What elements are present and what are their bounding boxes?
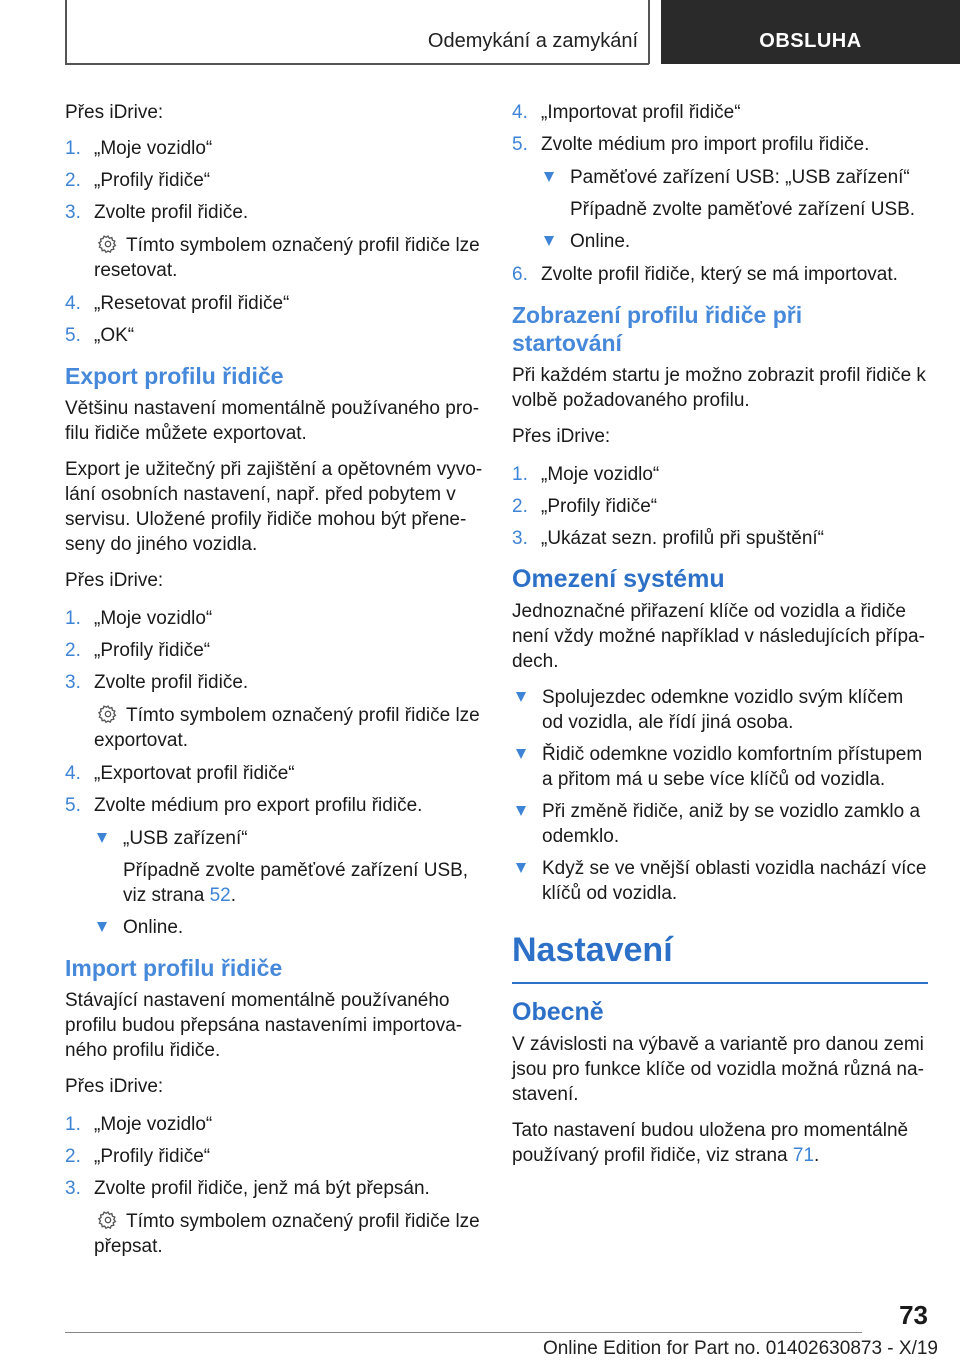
list-item [65, 761, 483, 786]
step-text: „Ukázat sezn. profilů při spuštění“ [541, 528, 825, 549]
general-heading: Obecně [512, 998, 604, 1026]
limits-heading: Omezení systému [512, 565, 725, 593]
step-text: „Profily řidiče“ [541, 496, 658, 517]
header-rule-left [65, 0, 67, 64]
page-link-71[interactable]: 71 [792, 1145, 815, 1166]
gear-icon [98, 704, 118, 724]
left-column [65, 100, 483, 1267]
list-item [65, 1112, 483, 1137]
triangle-down-icon [516, 806, 526, 816]
triangle-down-icon [97, 922, 107, 932]
step-text: „OK“ [94, 325, 135, 346]
footer-rule [65, 1332, 862, 1333]
bullet-text: Když se ve vnější oblasti vozidla nachází více klíčů od vozidla. [542, 858, 927, 904]
limits-paragraph-1: Jednoznačné přiřazení klíče od vozidla a řidiče není vždy možné například v následujících případech. [512, 601, 925, 672]
step-number: 3. [65, 1178, 81, 1199]
option-text: Online. [570, 231, 631, 252]
list-item [65, 638, 483, 663]
list-item [512, 526, 928, 551]
option-text: Paměťové zařízení USB: „USB zařízení“ [570, 167, 910, 188]
general-paragraph-2-text: Tato nastavení budou uložena pro momentálně používaný profil řidiče, viz strana [512, 1120, 909, 1166]
bullet-text: Spolujezdec odemkne vozidlo svým klíčem od vozidla, ale řídí jiná osoba. [542, 687, 904, 733]
option-note-text: Případně zvolte paměťové zařízení USB, viz strana [123, 860, 469, 906]
import-heading: Import profilu řidiče [65, 955, 283, 981]
step-text: Zvolte médium pro export profilu řidiče. [94, 795, 423, 816]
footer-edition: Online Edition for Part no. 01402630873 - X/19 [542, 1338, 938, 1359]
list-item [93, 915, 483, 940]
step-number: 2. [65, 170, 81, 191]
export-heading: Export profilu řidiče [65, 363, 284, 389]
step-number: 2. [65, 640, 81, 661]
import-intro: Přes iDrive: [65, 1076, 164, 1097]
step-number: 2. [65, 1146, 81, 1167]
list-item [512, 494, 928, 519]
step-number: 1. [65, 1114, 81, 1135]
section-tab: OBSLUHA [661, 0, 960, 64]
triangle-down-icon [516, 692, 526, 702]
step-text: „Profily řidiče“ [94, 1146, 211, 1167]
list-item [540, 165, 928, 222]
note-text: Tímto symbolem označený profil řidiče lze resetovat. [94, 235, 480, 281]
option-note [123, 858, 483, 908]
step-text: Zvolte profil řidiče, který se má importovat. [541, 264, 898, 285]
page-number: 73 [899, 1300, 928, 1330]
step-number: 3. [65, 672, 81, 693]
list-item [512, 856, 928, 906]
steps-import-cont [512, 100, 928, 157]
chapter-title: Odemykání a zamykání [427, 30, 638, 52]
gear-icon [98, 1210, 118, 1230]
step-text: Zvolte médium pro import profilu řidiče. [541, 134, 870, 155]
right-column [512, 100, 928, 1179]
page-link-52[interactable]: 52 [209, 885, 231, 906]
note-text: Tímto symbolem označený profil řidiče lze exportovat. [94, 705, 480, 751]
note-export [94, 703, 483, 753]
list-item [512, 742, 928, 792]
list-item [65, 606, 483, 631]
list-item [65, 291, 483, 316]
list-item [65, 1144, 483, 1169]
step-number: 5. [65, 325, 81, 346]
step-text: Zvolte profil řidiče, jenž má být přepsán. [94, 1178, 430, 1199]
step-text: Zvolte profil řidiče. [94, 672, 249, 693]
step-text: „Profily řidiče“ [94, 170, 211, 191]
header-rule-bottom [65, 63, 649, 65]
step-number: 1. [65, 608, 81, 629]
step-text: „Profily řidiče“ [94, 640, 211, 661]
step-text: „Resetovat profil řidiče“ [94, 293, 290, 314]
note-reset [94, 233, 483, 283]
export-paragraph-2: Export je užitečný při zajištění a opětovném vyvolání osobních nastavení, např. před pobytem v servisu. Uložené profily řidiče mohou být přeneseny do jiného vozidla. [65, 459, 483, 555]
step-number: 1. [512, 464, 528, 485]
steps-display [512, 462, 928, 551]
list-item [65, 136, 483, 161]
note-text: Tímto symbolem označený profil řidiče lze přepsat. [94, 1211, 480, 1257]
list-item [65, 1176, 483, 1201]
list-item [512, 132, 928, 157]
step-number: 4. [512, 102, 528, 123]
list-item [65, 200, 483, 225]
triangle-down-icon [516, 749, 526, 759]
list-item [512, 462, 928, 487]
settings-heading: Nastavení [512, 930, 928, 984]
option-note: Případně zvolte paměťové zařízení USB. [570, 199, 916, 220]
import-paragraph-1: Stávající nastavení momentálně používaného profilu budou přepsána nastaveními importovaného profilu řidiče. [65, 990, 463, 1061]
note-import [94, 1209, 483, 1259]
intro-idrive: Přes iDrive: [65, 102, 164, 123]
export-intro: Přes iDrive: [65, 570, 164, 591]
list-item [93, 826, 483, 908]
steps-reset [65, 136, 483, 225]
step-number: 6. [512, 264, 528, 285]
general-paragraph-2 [512, 1118, 928, 1168]
steps-export-cont [65, 761, 483, 818]
steps-export [65, 606, 483, 695]
export-paragraph-1: Většinu nastavení momentálně používaného profilu řidiče můžete exportovat. [65, 398, 480, 444]
import-options [540, 165, 928, 254]
step-number: 3. [65, 202, 81, 223]
step-number: 5. [512, 134, 528, 155]
gear-icon [98, 234, 118, 254]
step-number: 1. [65, 138, 81, 159]
list-item [512, 685, 928, 735]
option-text: „USB zařízení“ [123, 828, 248, 849]
list-item [65, 168, 483, 193]
bullet-text: Při změně řidiče, aniž by se vozidlo zamklo a odemklo. [542, 801, 921, 847]
steps-reset-cont [65, 291, 483, 348]
step-number: 5. [65, 795, 81, 816]
triangle-down-icon [544, 172, 554, 182]
step-text: „Moje vozidlo“ [94, 138, 213, 159]
display-intro: Přes iDrive: [512, 426, 611, 447]
list-item [512, 262, 928, 287]
general-paragraph-1: V závislosti na výbavě a variantě pro danou zemi jsou pro funkce klíče od vozidla možná různá nastavení. [512, 1034, 924, 1105]
triangle-down-icon [544, 236, 554, 246]
step-text: „Moje vozidlo“ [541, 464, 660, 485]
steps-import-final [512, 262, 928, 287]
step-text: „Moje vozidlo“ [94, 1114, 213, 1135]
export-options [93, 826, 483, 940]
list-item [512, 799, 928, 849]
steps-import [65, 1112, 483, 1201]
list-item [512, 100, 928, 125]
step-number: 2. [512, 496, 528, 517]
step-text: „Exportovat profil řidiče“ [94, 763, 295, 784]
list-item [540, 229, 928, 254]
step-text: Zvolte profil řidiče. [94, 202, 249, 223]
step-text: „Importovat profil řidiče“ [541, 102, 741, 123]
display-heading: Zobrazení profilu řidiče při startování [512, 302, 803, 356]
triangle-down-icon [516, 863, 526, 873]
step-number: 4. [65, 293, 81, 314]
option-note-end: . [230, 885, 237, 906]
limits-list [512, 685, 928, 906]
general-paragraph-2-end: . [814, 1145, 820, 1166]
triangle-down-icon [97, 833, 107, 843]
step-text: „Moje vozidlo“ [94, 608, 213, 629]
list-item [65, 793, 483, 818]
page-header [0, 0, 960, 66]
list-item [65, 670, 483, 695]
header-rule-right [648, 0, 650, 64]
list-item [65, 323, 483, 348]
option-text: Online. [123, 917, 184, 938]
step-number: 4. [65, 763, 81, 784]
bullet-text: Řidič odemkne vozidlo komfortním přístupem a přitom má u sebe více klíčů od vozidla. [542, 744, 923, 790]
step-number: 3. [512, 528, 528, 549]
display-paragraph-1: Při každém startu je možno zobrazit profil řidiče k volbě požadovaného profilu. [512, 365, 926, 411]
